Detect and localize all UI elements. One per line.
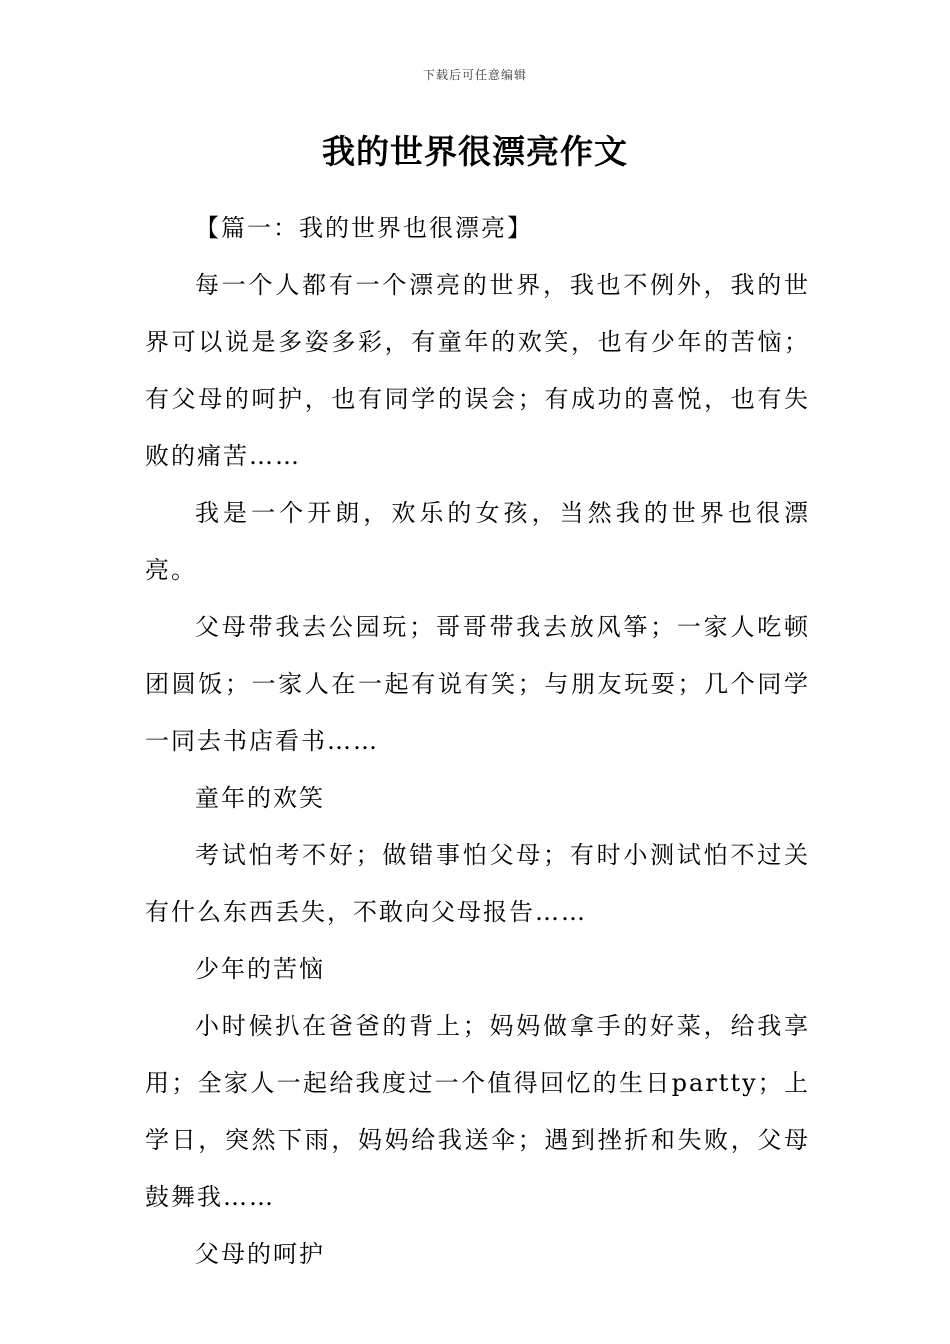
document-title: 我的世界很漂亮作文 xyxy=(322,132,628,171)
paragraph: 每一个人都有一个漂亮的世界，我也不例外，我的世界可以说是多姿多彩，有童年的欢笑，也有少年的苦恼；有父母的呵护，也有同学的误会；有成功的喜悦，也有失败的痛苦…… xyxy=(145,271,810,470)
header-note: 下载后可任意编辑 xyxy=(422,68,527,82)
paragraph: 小时候扒在爸爸的背上；妈妈做拿手的好菜，给我享用；全家人一起给我度过一个值得回忆的生日partty；上学日，突然下雨，妈妈给我送伞；遇到挫折和失败，父母鼓舞我…… xyxy=(145,1012,810,1211)
paragraph: 父母带我去公园玩；哥哥带我去放风筝；一家人吃顿团圆饭；一家人在一起有说有笑；与朋友玩耍；几个同学一同去书店看书…… xyxy=(145,613,810,755)
paragraph: 少年的苦恼 xyxy=(195,955,325,983)
paragraph: 我是一个开朗，欢乐的女孩，当然我的世界也很漂亮。 xyxy=(145,499,810,584)
paragraph: 父母的呵护 xyxy=(195,1240,325,1268)
section-heading: 【篇一：我的世界也很漂亮】 xyxy=(195,214,533,242)
paragraph: 考试怕考不好；做错事怕父母；有时小测试怕不过关有什么东西丢失，不敢向父母报告…… xyxy=(145,841,810,926)
document-body xyxy=(145,200,810,1283)
paragraph: 童年的欢笑 xyxy=(195,784,325,812)
